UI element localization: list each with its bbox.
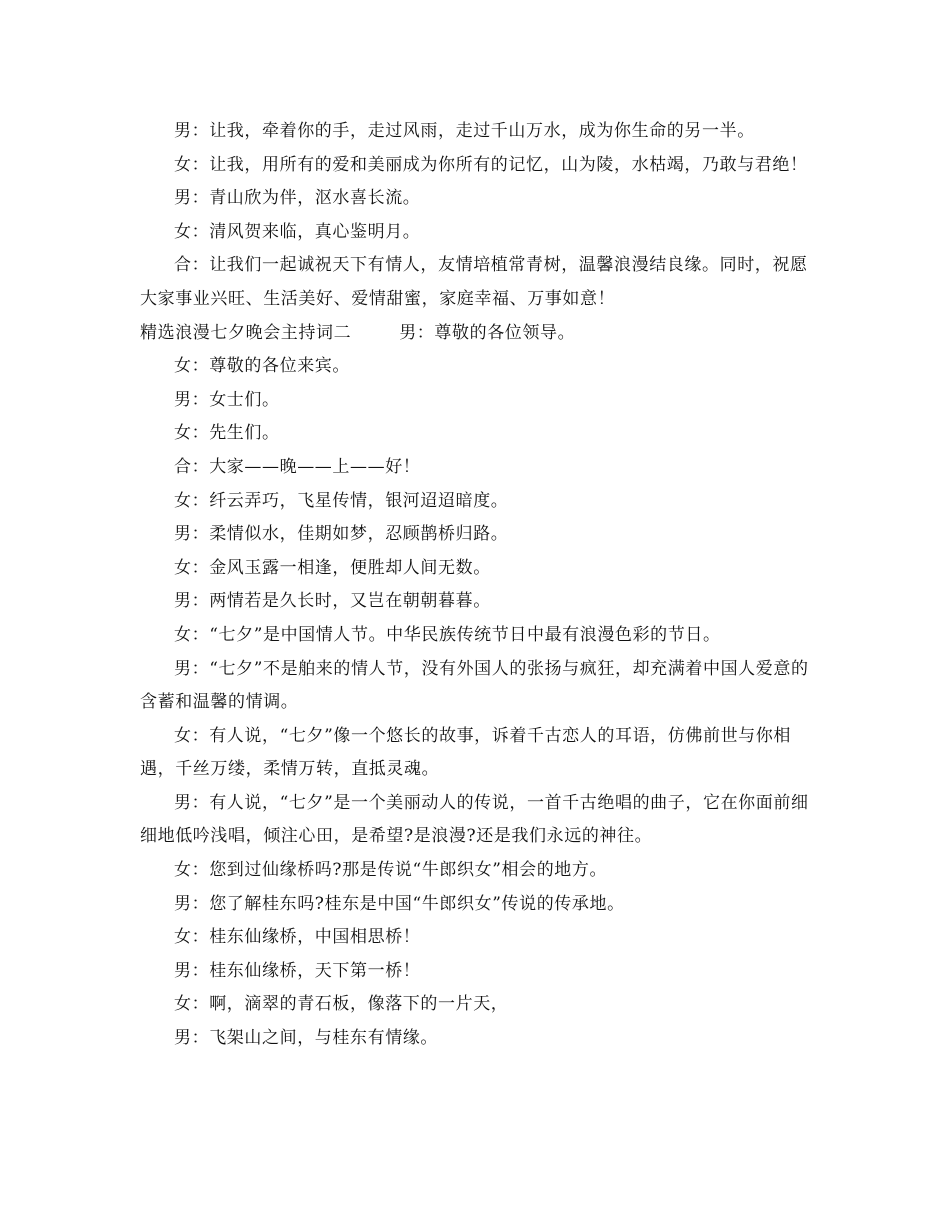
section-title: 精选浪漫七夕晚会主持词二 xyxy=(140,322,352,343)
paragraph: 男：飞架山之间，与桂东有情缘。 xyxy=(174,1028,438,1049)
paragraph: 女：清风贺来临，真心鉴明月。 xyxy=(174,221,421,242)
paragraph: 女：尊敬的各位来宾。 xyxy=(174,356,350,377)
paragraph: 男：让我，牵着你的手，走过风雨，走过千山万水，成为你生命的另一半。 xyxy=(174,121,755,141)
paragraph: 男：青山欣为伴，沤水喜长流。 xyxy=(174,188,421,209)
paragraph: 女：纤云弄巧，飞星传情，银河迢迢暗度。 xyxy=(174,490,509,511)
paragraph: 女：有人说，“七夕”像一个悠长的故事，诉着千古恋人的耳语，仿佛前世与你相遇，千丝万缕，柔情万转，直抵灵魂。 xyxy=(140,725,791,780)
paragraph: 男：两情若是久长时，又岂在朝朝暮暮。 xyxy=(174,591,491,612)
paragraph: 男：女士们。 xyxy=(174,389,280,410)
paragraph: 男：您了解桂东吗?桂东是中国“牛郎织女”传说的传承地。 xyxy=(174,893,625,914)
paragraph: 合：大家——晚——上——好！ xyxy=(174,456,421,477)
paragraph: 男：桂东仙缘桥，天下第一桥！ xyxy=(174,960,421,981)
paragraph: 男：有人说，“七夕”是一个美丽动人的传说，一首千古绝唱的曲子，它在你面前细细地低吟浅唱，倾注心田，是希望?是浪漫?还是我们永远的神往。 xyxy=(140,792,809,847)
paragraph: 男：柔情似水，佳期如梦，忍顾鹊桥归路。 xyxy=(174,524,509,545)
paragraph: 女：先生们。 xyxy=(174,423,280,444)
paragraph: 女：让我，用所有的爱和美丽成为你所有的记忆，山为陵，水枯竭，乃敢与君绝！ xyxy=(174,154,808,175)
section-heading-line xyxy=(140,317,820,351)
paragraph: 男：“七夕”不是舶来的情人节，没有外国人的张扬与疯狂，却充满着中国人爱意的含蓄和温馨的情调。 xyxy=(140,658,809,713)
paragraph: 女：金风玉露一相逢，便胜却人间无数。 xyxy=(174,557,491,578)
paragraph: 女：啊，滴翠的青石板，像落下的一片天， xyxy=(174,994,509,1015)
paragraph: 女：“七夕”是中国情人节。中华民族传统节日中最有浪漫色彩的节日。 xyxy=(174,624,721,645)
document-body xyxy=(140,115,820,1056)
section-first-line: 男：尊敬的各位领导。 xyxy=(399,322,576,343)
paragraph: 女：您到过仙缘桥吗?那是传说“牛郎织女”相会的地方。 xyxy=(174,860,608,881)
paragraph: 合：让我们一起诚祝天下有情人，友情培植常青树，温馨浪漫结良缘。同时，祝愿大家事业兴旺、生活美好、爱情甜蜜，家庭幸福、万事如意！ xyxy=(140,255,808,309)
paragraph: 女：桂东仙缘桥，中国相思桥！ xyxy=(174,927,421,948)
